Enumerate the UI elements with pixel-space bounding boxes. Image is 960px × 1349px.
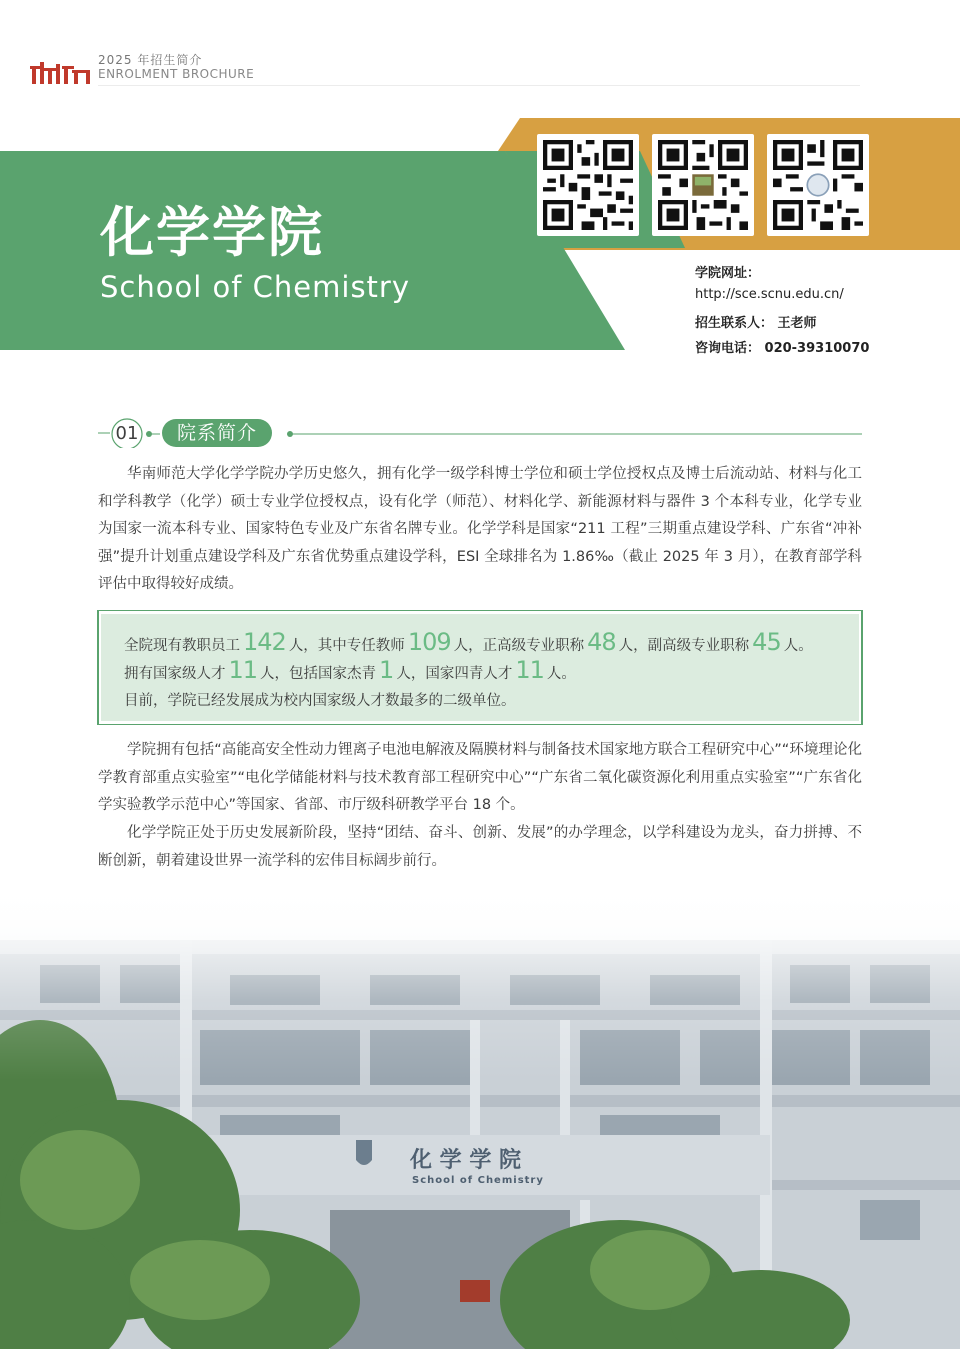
section-number: 01 [115, 423, 139, 444]
stat-senior-count: 48 [587, 628, 616, 656]
stat-staff-count: 142 [243, 628, 286, 656]
stats-text: 人，其中专任教师 [288, 638, 405, 654]
university-logo-icon [30, 58, 92, 86]
stats-text: 全院现有教职员工 [124, 638, 240, 654]
qr-pattern-icon [543, 140, 633, 230]
contact-person: 招生联系人： 王老师 [695, 316, 817, 331]
stats-text: 拥有国家级人才 [124, 666, 226, 682]
stats-line-staff [124, 628, 813, 656]
stats-text: 人，国家四青人才 [396, 666, 513, 682]
stat-associate-count: 45 [752, 628, 781, 656]
section-title: 院系简介 [162, 419, 272, 447]
school-title-chinese: 化学学院 [100, 200, 324, 264]
stats-text: 人。 [546, 666, 576, 682]
qr-pattern-icon [773, 140, 863, 230]
stat-teacher-count: 109 [407, 628, 451, 656]
stats-line-summary: 目前，学院已经发展成为校内国家级人才数最多的二级单位。 [124, 693, 516, 709]
stat-siqing-count: 11 [515, 656, 544, 684]
stats-text: 人。 [783, 638, 813, 654]
qr-code-1[interactable] [537, 134, 639, 236]
stats-line-talents [124, 656, 576, 684]
building-sign-english: School of Chemistry [412, 1175, 544, 1186]
website-link[interactable]: http://sce.scnu.edu.cn/ [695, 287, 844, 302]
stat-national-talent-count: 11 [228, 656, 258, 684]
stats-text: 人，副高级专业职称 [618, 638, 750, 654]
brochure-english-label: ENROLMENT BROCHURE [98, 67, 255, 81]
brochure-year-label: 2025 年招生简介 [98, 53, 203, 67]
header-divider [98, 85, 860, 86]
vision-paragraph: 化学学院正处于历史发展新阶段，坚持“团结、奋斗、创新、发展”的办学理念，以学科建设为龙头，奋力拼搏、不断创新，朝着建设世界一流学科的宏伟目标阔步前行。 [98, 825, 862, 869]
stats-text: 人，包括国家杰青 [260, 666, 377, 682]
qr-code-2[interactable] [652, 134, 754, 236]
website-label: 学院网址： [695, 266, 761, 281]
stats-text: 人，正高级专业职称 [453, 638, 585, 654]
school-title-english: School of Chemistry [100, 270, 411, 304]
stat-jieqing-count: 1 [379, 656, 394, 684]
contact-phone: 咨询电话： 020-39310070 [695, 341, 870, 356]
platforms-paragraph: 学院拥有包括“高能高安全性动力锂离子电池电解液及隔膜材料与制备技术国家地方联合工程研究中心”“环境理论化学教育部重点实验室”“电化学储能材料与技术教育部工程研究中心”“广东省二氧化碳资源化利用重点实验室”“广东省化学实验教学示范中心”等国家、省部、市厅级科研教学平台 18 个。 [98, 742, 862, 813]
qr-code-3[interactable] [767, 134, 869, 236]
building-sign-chinese: 化 学 学 院 [410, 1147, 521, 1173]
campus-building-photo [0, 880, 960, 1349]
qr-pattern-icon [658, 140, 748, 230]
intro-paragraph: 华南师范大学化学学院办学历史悠久，拥有化学一级学科博士学位和硕士学位授权点及博士后流动站、材料与化工和学科教学（化学）硕士专业学位授权点，设有化学（师范）、材料化学、新能源材料与器件 3 个本科专业，化学专业为国家一流本科专业、国家特色专业及广东省名牌专业。化学学科是国家“211 工程”三期重点建设学科、广东省“冲补强”提升计划重点建设学科及广东省优势重点建设学科，ESI 全球排名为 1.86‰（截止 2025 年 3 月），在教育部学科评估中取得较好成绩。 [98, 466, 862, 592]
